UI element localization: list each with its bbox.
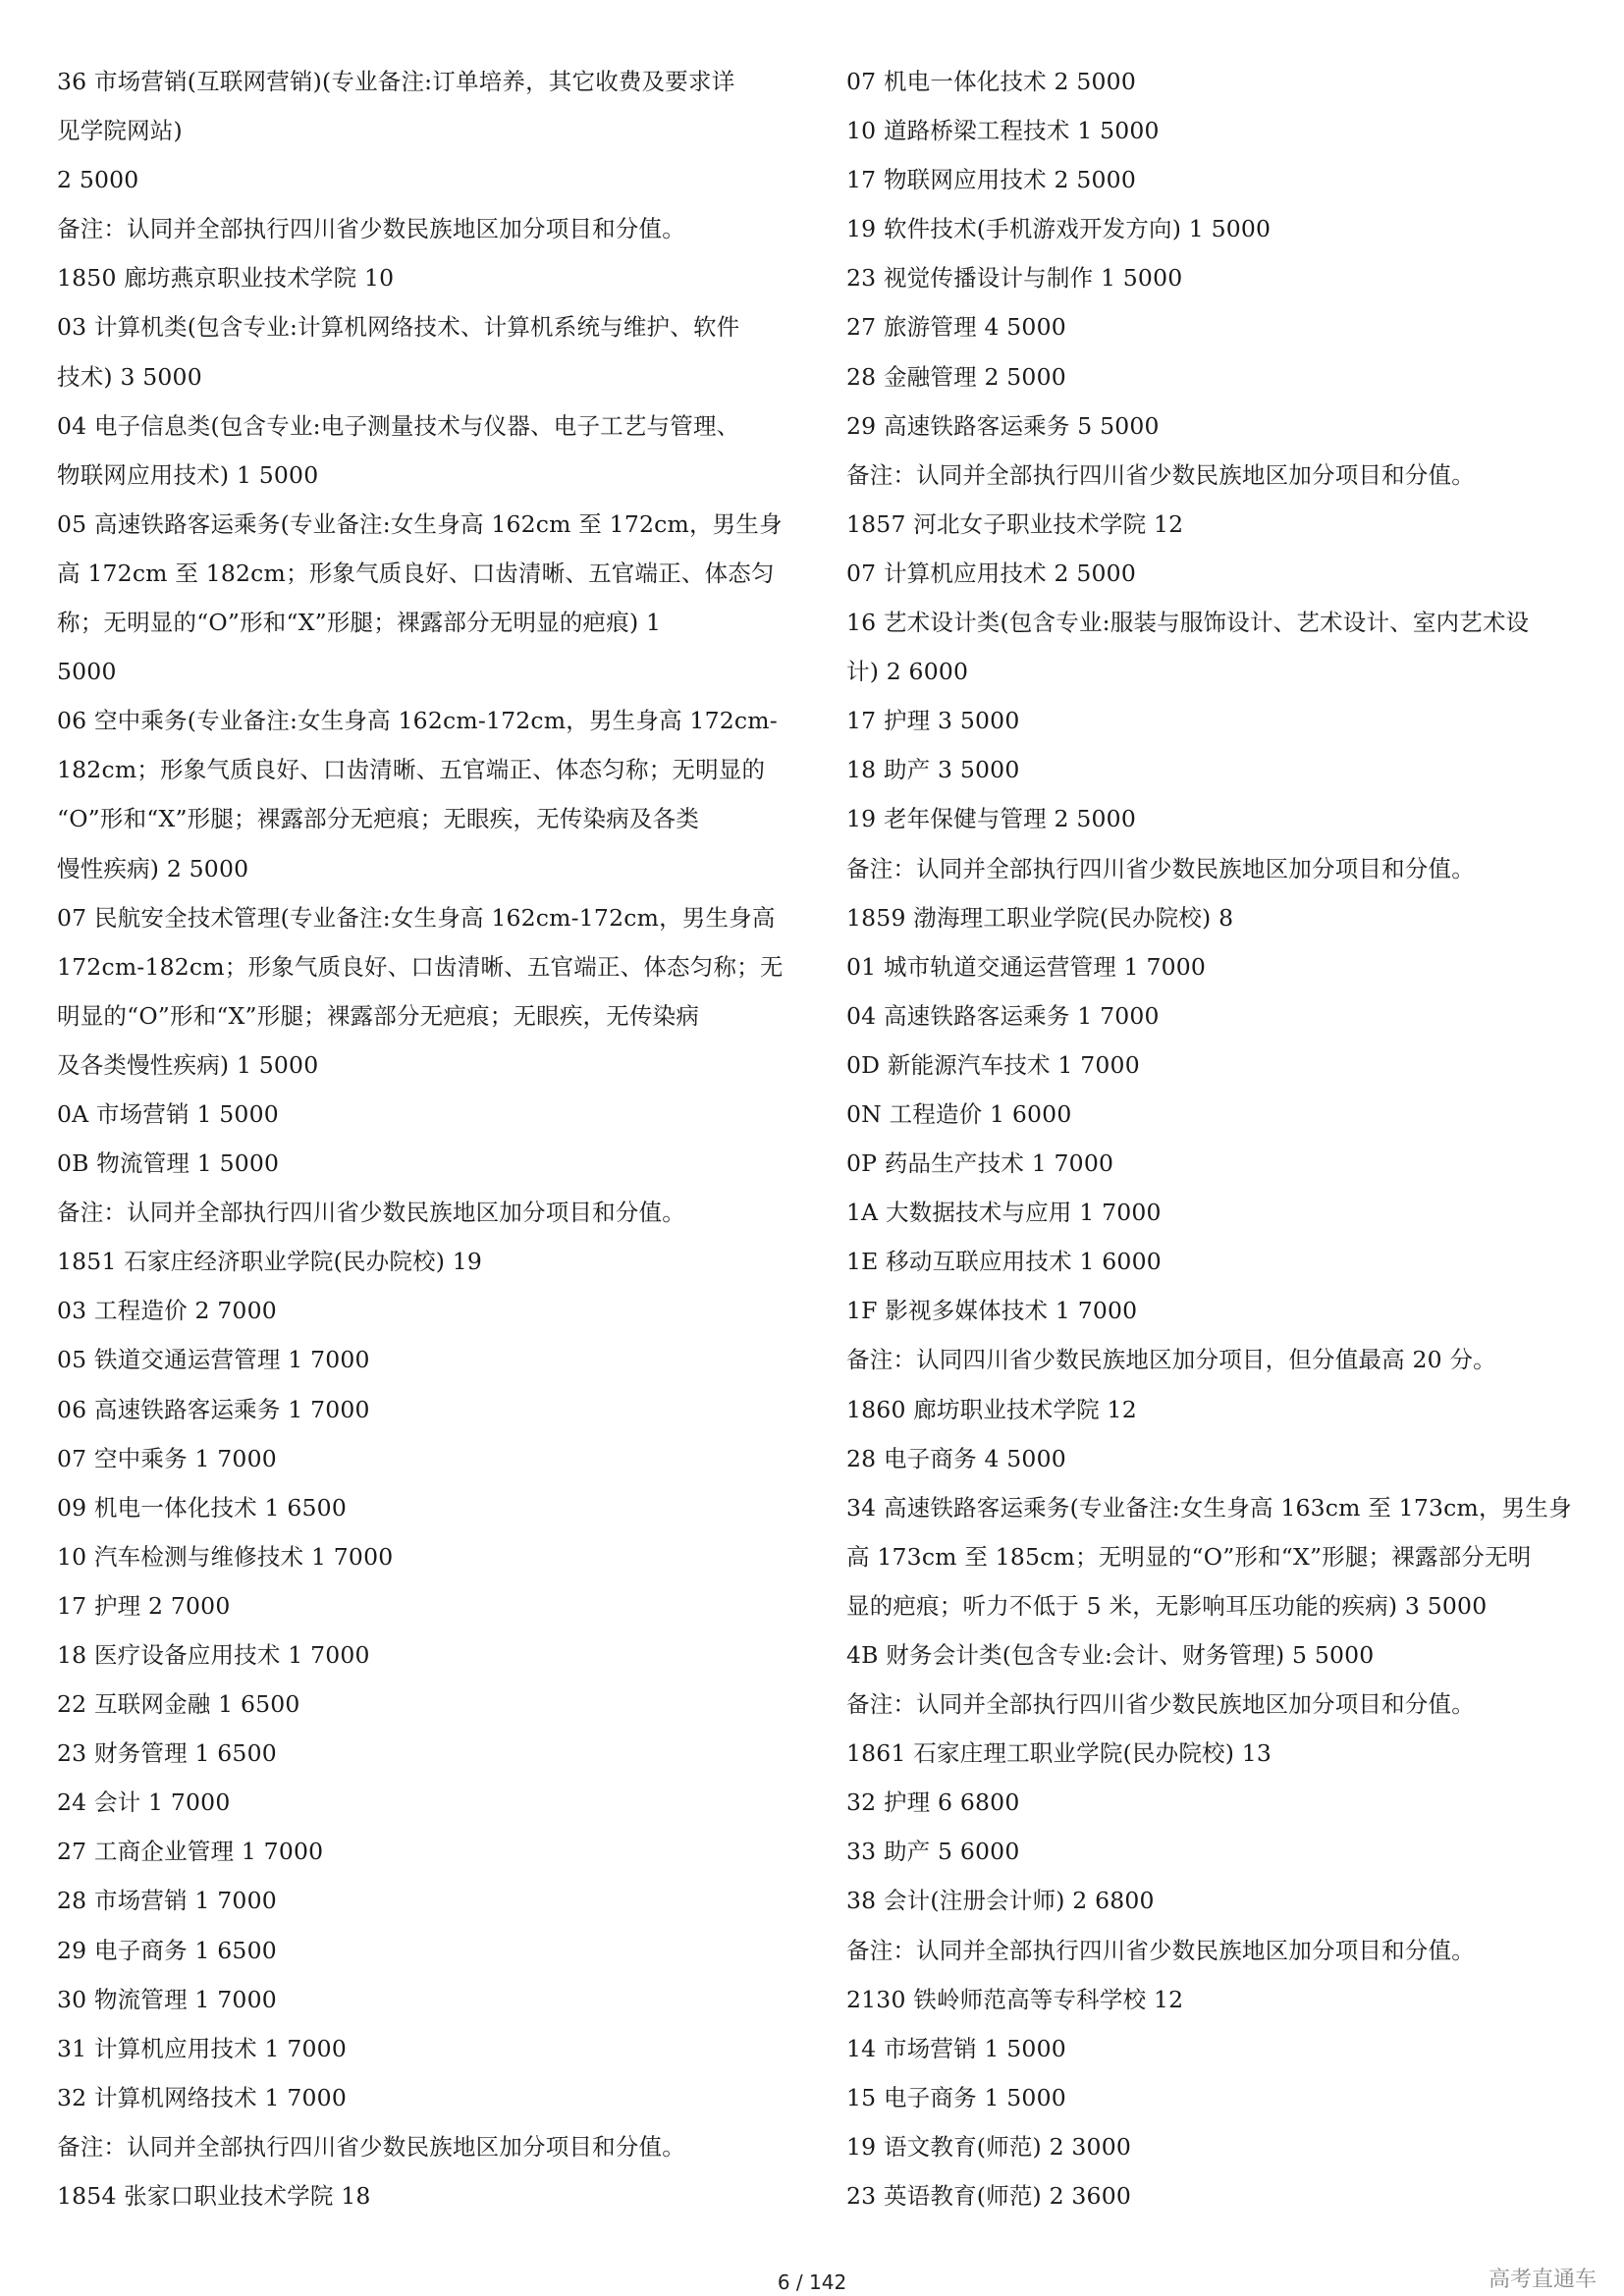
text-line: 备注：认同并全部执行四川省少数民族地区加分项目和分值。: [57, 215, 685, 243]
text-line: 182cm；形象气质良好、口齿清晰、五官端正、体态匀称；无明显的: [57, 756, 766, 784]
text-line: 物联网应用技术) 1 5000: [57, 460, 319, 489]
text-line: 1859 渤海理工职业学院(民办院校) 8: [846, 903, 1234, 932]
text-line: 31 计算机应用技术 1 7000: [57, 2034, 347, 2062]
text-line: 计) 2 6000: [846, 658, 969, 686]
text-line: 备注：认同并全部执行四川省少数民族地区加分项目和分值。: [846, 460, 1475, 489]
text-line: 2130 铁岭师范高等专科学校 12: [846, 1985, 1184, 2013]
text-line: 1F 影视多媒体技术 1 7000: [846, 1297, 1138, 1325]
text-line: 19 软件技术(手机游戏开发方向) 1 5000: [846, 215, 1272, 243]
text-line: 22 互联网金融 1 6500: [57, 1690, 300, 1719]
text-line: 16 艺术设计类(包含专业:服装与服饰设计、艺术设计、室内艺术设: [846, 609, 1530, 637]
text-line: 1850 廊坊燕京职业技术学院 10: [57, 264, 395, 293]
text-line: 高 173cm 至 185cm；无明显的“O”形和“X”形腿；裸露部分无明: [846, 1542, 1532, 1571]
text-line: 07 计算机应用技术 2 5000: [846, 559, 1136, 587]
text-line: 30 物流管理 1 7000: [57, 1985, 277, 2013]
text-line: 1860 廊坊职业技术学院 12: [846, 1395, 1137, 1423]
text-line: 38 会计(注册会计师) 2 6800: [846, 1887, 1155, 1915]
text-line: 1854 张家口职业技术学院 18: [57, 2182, 371, 2211]
text-line: 01 城市轨道交通运营管理 1 7000: [846, 952, 1207, 981]
text-line: 0N 工程造价 1 6000: [846, 1099, 1072, 1128]
text-line: 10 汽车检测与维修技术 1 7000: [57, 1542, 394, 1571]
text-line: 172cm-182cm；形象气质良好、口齿清晰、五官端正、体态匀称；无: [57, 952, 784, 981]
text-line: 28 电子商务 4 5000: [846, 1444, 1066, 1472]
text-line: 慢性疾病) 2 5000: [57, 854, 249, 882]
text-line: 29 电子商务 1 6500: [57, 1936, 277, 1964]
text-line: 4B 财务会计类(包含专业:会计、财务管理) 5 5000: [846, 1641, 1375, 1669]
text-line: 32 计算机网络技术 1 7000: [57, 2083, 347, 2111]
text-line: 0B 物流管理 1 5000: [57, 1149, 280, 1178]
text-line: 07 机电一体化技术 2 5000: [846, 68, 1136, 95]
text-line: 19 语文教育(师范) 2 3000: [846, 2132, 1132, 2161]
text-line: 备注：认同并全部执行四川省少数民族地区加分项目和分值。: [57, 1199, 685, 1227]
text-line: 23 英语教育(师范) 2 3600: [846, 2182, 1132, 2211]
text-line: 33 助产 5 6000: [846, 1838, 1020, 1866]
text-line: 0D 新能源汽车技术 1 7000: [846, 1050, 1140, 1079]
text-line: 2 5000: [57, 166, 139, 194]
text-line: 备注：认同并全部执行四川省少数民族地区加分项目和分值。: [846, 854, 1475, 882]
right-column: [846, 57, 1593, 2220]
text-line: 29 高速铁路客运乘务 5 5000: [846, 411, 1160, 440]
text-line: 技术) 3 5000: [57, 362, 202, 391]
text-line: 称；无明显的“O”形和“X”形腿；裸露部分无明显的疤痕) 1: [57, 609, 662, 637]
text-line: 24 会计 1 7000: [57, 1789, 231, 1817]
page-number: 6 / 142: [777, 2270, 847, 2294]
text-line: 03 计算机类(包含专业:计算机网络技术、计算机系统与维护、软件: [57, 313, 740, 342]
text-line: 32 护理 6 6800: [846, 1789, 1020, 1817]
text-line: 36 市场营销(互联网营销)(专业备注:订单培养，其它收费及要求详: [57, 68, 735, 95]
text-line: 17 护理 3 5000: [846, 707, 1020, 735]
text-line: 27 旅游管理 4 5000: [846, 313, 1066, 342]
text-line: 09 机电一体化技术 1 6500: [57, 1493, 347, 1522]
text-line: 28 市场营销 1 7000: [57, 1887, 277, 1915]
text-line: 高 172cm 至 182cm；形象气质良好、口齿清晰、五官端正、体态匀: [57, 559, 775, 587]
text-line: 17 物联网应用技术 2 5000: [846, 166, 1136, 194]
text-line: 1851 石家庄经济职业学院(民办院校) 19: [57, 1248, 483, 1276]
text-line: 14 市场营销 1 5000: [846, 2034, 1066, 2062]
left-column: [57, 57, 803, 2220]
text-line: 03 工程造价 2 7000: [57, 1297, 277, 1325]
text-line: 明显的“O”形和“X”形腿；裸露部分无疤痕；无眼疾，无传染病: [57, 1001, 700, 1030]
text-line: 06 高速铁路客运乘务 1 7000: [57, 1395, 370, 1423]
watermark-text: 高考直通车: [1488, 2268, 1597, 2292]
text-line: 07 空中乘务 1 7000: [57, 1444, 277, 1472]
text-line: 见学院网站): [57, 117, 183, 145]
text-line: 1861 石家庄理工职业学院(民办院校) 13: [846, 1739, 1272, 1768]
text-line: 备注：认同并全部执行四川省少数民族地区加分项目和分值。: [846, 1690, 1475, 1719]
text-line: 15 电子商务 1 5000: [846, 2083, 1066, 2111]
text-line: 0P 药品生产技术 1 7000: [846, 1149, 1114, 1178]
text-line: 及各类慢性疾病) 1 5000: [57, 1050, 319, 1079]
text-line: 备注：认同并全部执行四川省少数民族地区加分项目和分值。: [846, 1936, 1475, 1964]
text-line: 10 道路桥梁工程技术 1 5000: [846, 117, 1160, 145]
text-line: 5000: [57, 658, 117, 686]
text-line: 06 空中乘务(专业备注:女生身高 162cm-172cm，男生身高 172cm-: [57, 707, 778, 735]
text-line: 备注：认同并全部执行四川省少数民族地区加分项目和分值。: [57, 2132, 685, 2161]
text-line: 23 视觉传播设计与制作 1 5000: [846, 264, 1183, 293]
text-line: 18 医疗设备应用技术 1 7000: [57, 1641, 370, 1669]
text-line: 17 护理 2 7000: [57, 1591, 231, 1620]
text-line: 备注：认同四川省少数民族地区加分项目，但分值最高 20 分。: [846, 1346, 1496, 1374]
text-line: 27 工商企业管理 1 7000: [57, 1838, 324, 1866]
text-line: 显的疤痕；听力不低于 5 米，无影响耳压功能的疾病) 3 5000: [846, 1591, 1488, 1620]
text-line: 19 老年保健与管理 2 5000: [846, 805, 1136, 833]
text-line: 18 助产 3 5000: [846, 756, 1020, 784]
text-line: 23 财务管理 1 6500: [57, 1739, 277, 1768]
text-line: 34 高速铁路客运乘务(专业备注:女生身高 163cm 至 173cm，男生身: [846, 1493, 1572, 1522]
text-line: “O”形和“X”形腿；裸露部分无疤痕；无眼疾，无传染病及各类: [57, 805, 700, 833]
text-line: 1E 移动互联应用技术 1 6000: [846, 1248, 1162, 1276]
text-line: 1A 大数据技术与应用 1 7000: [846, 1199, 1162, 1227]
text-line: 07 民航安全技术管理(专业备注:女生身高 162cm-172cm，男生身高: [57, 903, 776, 932]
text-line: 04 电子信息类(包含专业:电子测量技术与仪器、电子工艺与管理、: [57, 411, 740, 440]
text-line: 05 铁道交通运营管理 1 7000: [57, 1346, 370, 1374]
text-line: 04 高速铁路客运乘务 1 7000: [846, 1001, 1160, 1030]
text-line: 1857 河北女子职业技术学院 12: [846, 509, 1184, 538]
text-line: 0A 市场营销 1 5000: [57, 1099, 279, 1128]
text-line: 28 金融管理 2 5000: [846, 362, 1066, 391]
text-line: 05 高速铁路客运乘务(专业备注:女生身高 162cm 至 172cm，男生身: [57, 509, 783, 538]
